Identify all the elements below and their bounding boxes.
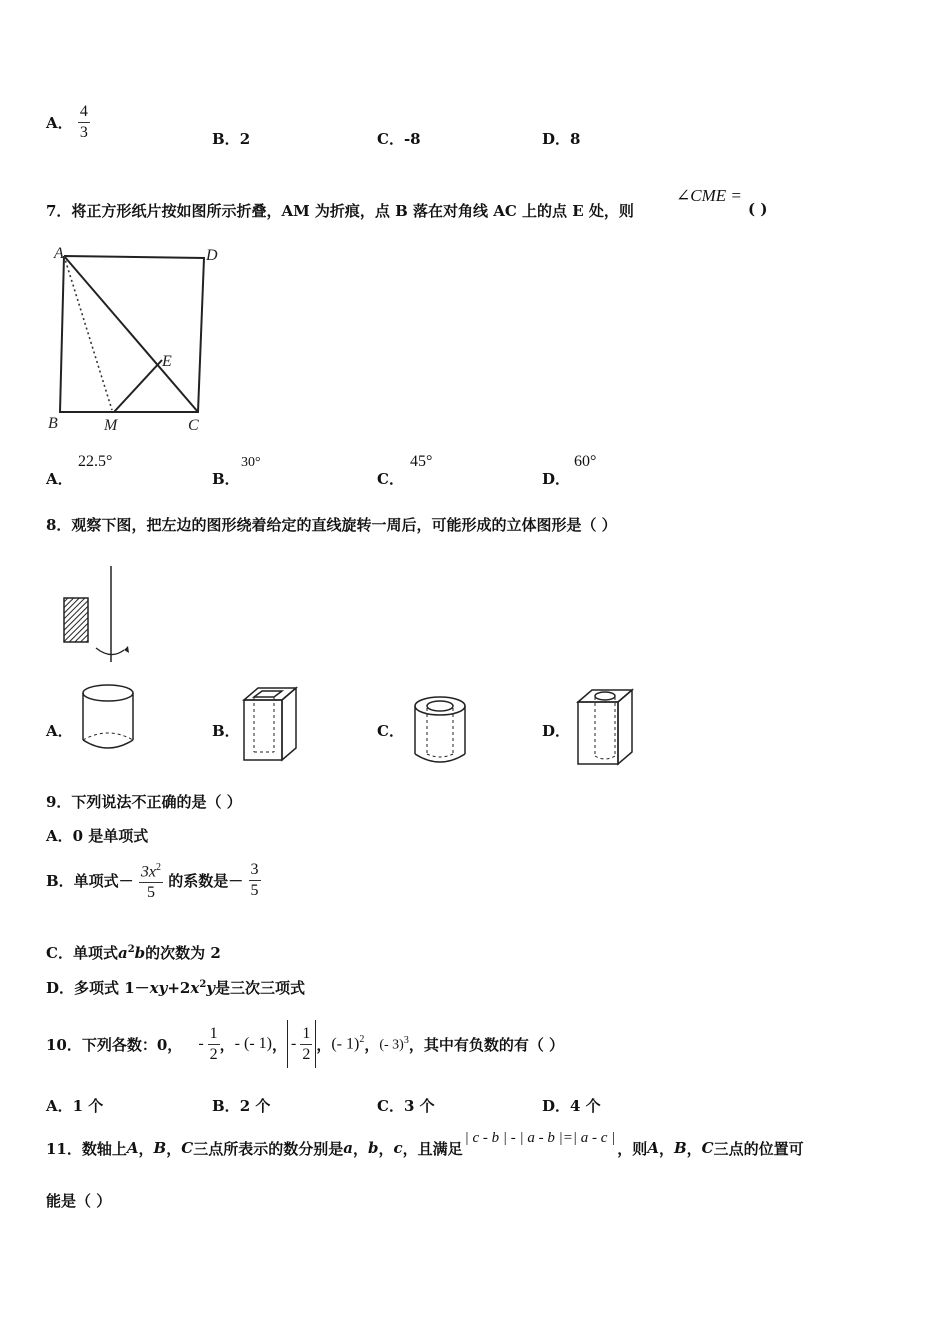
q9-option-d-prefix: D．多项式 1－ — [46, 979, 150, 997]
q6-option-d-value: 8 — [570, 130, 581, 148]
exponent: 2 — [127, 944, 135, 955]
q7-option-c-value: 45° — [410, 453, 433, 470]
point-b: B — [153, 1139, 167, 1157]
q10-option-c — [377, 1095, 435, 1116]
fraction-numerator: 3 — [249, 860, 261, 881]
q8-rotation-figure — [58, 562, 138, 668]
q11-suffix-2: 三点的位置可 — [713, 1139, 804, 1158]
minus-sign: - — [198, 1035, 204, 1052]
fraction-denominator: 2 — [209, 1045, 218, 1063]
comma: ， — [271, 1035, 287, 1054]
exponent: 2 — [359, 1034, 365, 1046]
label: C． — [377, 1097, 404, 1115]
q6-option-a — [46, 102, 90, 143]
q7-square-figure — [40, 244, 230, 434]
numerator-term: 3x — [140, 863, 157, 881]
q9-option-b — [46, 858, 261, 903]
label-a: A — [54, 245, 64, 262]
point-b: B — [673, 1139, 687, 1157]
var-a: a — [343, 1139, 353, 1157]
q10-neg-half — [208, 1024, 220, 1065]
q11-middle: 三点所表示的数分别是 — [193, 1139, 344, 1158]
fraction-numerator: 1 — [208, 1024, 220, 1045]
q9-option-a: A．0 是单项式 — [46, 827, 149, 845]
fraction-denominator: 3 — [79, 124, 88, 141]
comma: ， — [219, 1035, 235, 1054]
q11-line2: 能是（ ） — [46, 1192, 112, 1210]
q9-option-c — [46, 942, 221, 963]
label: D． — [542, 1097, 571, 1115]
q6-option-a-label: A． — [46, 114, 73, 132]
point-c: C — [701, 1139, 714, 1157]
box-with-square-hole — [240, 684, 300, 764]
base: (- 3) — [379, 1037, 404, 1053]
numerator-exponent: 2 — [156, 862, 162, 873]
q7-option-b-value: 30° — [241, 455, 261, 470]
comma: ， — [686, 1139, 702, 1158]
q8-option-c-label: C． — [377, 722, 404, 740]
point-a: A — [126, 1139, 139, 1157]
fraction-numerator: 4 — [78, 102, 90, 123]
fraction-denominator: 5 — [146, 884, 155, 902]
q6-option-b-label: B． — [212, 130, 240, 148]
q10-question — [46, 1012, 564, 1076]
label-d: D — [206, 247, 218, 264]
var-a: a — [117, 944, 128, 962]
q7-option-c-label: C． — [377, 470, 404, 488]
q10-abs-value — [287, 1020, 316, 1068]
q10-neg-one-squared — [331, 1034, 364, 1053]
var-y: y — [206, 979, 215, 997]
value: 3 个 — [403, 1097, 435, 1115]
box-with-round-hole — [574, 686, 638, 768]
q7-option-d-value: 60° — [574, 453, 597, 470]
base: (- 1) — [331, 1035, 360, 1053]
q9-option-b-middle: 的系数是－ — [168, 872, 244, 891]
point-a: A — [647, 1139, 659, 1157]
q7-question — [46, 200, 634, 221]
q10-neg-neg-one: - (- 1) — [234, 1035, 272, 1052]
q11-suffix: ，则 — [617, 1139, 648, 1158]
exponent: 2 — [199, 979, 207, 990]
fraction-numerator: 1 — [300, 1024, 312, 1045]
q10-option-a — [46, 1095, 103, 1116]
q10-prefix: 10．下列各数：0， — [46, 1035, 183, 1054]
q6-option-a-fraction — [78, 102, 90, 143]
q6-option-c-label: C． — [377, 130, 404, 148]
q7-option-a-value: 22.5° — [78, 453, 113, 470]
comma: ， — [378, 1139, 394, 1158]
var-x: x — [190, 979, 200, 997]
q11-condition-expression: | c - b | - | a - b |=| a - c | — [464, 1129, 616, 1146]
label: A． — [46, 1097, 73, 1115]
q7-text: 7．将正方形纸片按如图所示折叠，AM 为折痕，点 B 落在对角线 AC 上的点 E 处，则 — [46, 202, 634, 220]
q9-option-d-suffix: 是三次三项式 — [215, 979, 306, 997]
minus-sign: - — [290, 1035, 297, 1052]
value: 2 个 — [239, 1097, 271, 1115]
q7-option-d-label: D． — [542, 470, 571, 488]
q8-question: 8．观察下图，把左边的图形绕着给定的直线旋转一周后，可能形成的立体图形是（ ） — [46, 516, 617, 534]
q9-question: 9．下列说法不正确的是（ ） — [46, 793, 242, 811]
q6-option-c-value: -8 — [403, 130, 421, 148]
comma: ， — [138, 1139, 154, 1158]
label: B． — [212, 1097, 240, 1115]
q9-option-c-suffix: 的次数为 2 — [145, 944, 221, 962]
var-c: c — [393, 1139, 403, 1157]
q6-option-b-value: 2 — [239, 130, 251, 148]
q10-option-b — [212, 1095, 270, 1116]
comma: ， — [364, 1035, 380, 1054]
point-c: C — [181, 1139, 194, 1157]
comma: ， — [316, 1035, 332, 1054]
q9-option-b-coefficient — [249, 860, 261, 901]
q7-option-a-label: A． — [46, 470, 73, 488]
q8-option-d-label: D． — [542, 722, 571, 740]
fraction-denominator: 2 — [302, 1045, 311, 1063]
q11-question — [46, 1128, 804, 1168]
q7-angle-expression: ∠CME = — [676, 186, 742, 205]
plus-two: +2 — [167, 979, 191, 997]
comma: ， — [166, 1139, 182, 1158]
q6-option-d-label: D． — [542, 130, 571, 148]
var-b: b — [367, 1139, 379, 1157]
value: 1 个 — [72, 1097, 104, 1115]
q11-condition-prefix: ，且满足 — [402, 1139, 463, 1158]
q8-option-b-label: B． — [212, 722, 240, 740]
q10-neg-three-cubed — [379, 1035, 409, 1054]
q9-option-d — [46, 977, 305, 998]
q6-option-b — [212, 128, 250, 149]
label-m: M — [104, 417, 118, 434]
q9-option-b-prefix: B．单项式－ — [46, 872, 134, 891]
comma: ， — [352, 1139, 368, 1158]
q11-prefix: 11．数轴上 — [46, 1139, 127, 1158]
label-c: C — [188, 417, 199, 434]
q7-option-b-label: B． — [212, 470, 240, 488]
var-b: b — [134, 944, 146, 962]
q9-option-b-monomial — [139, 858, 163, 903]
label-e: E — [162, 353, 172, 370]
q9-option-c-prefix: C．单项式 — [46, 944, 118, 962]
label-b: B — [48, 415, 58, 432]
q8-option-a-label: A． — [46, 722, 73, 740]
fraction-denominator: 5 — [250, 882, 259, 900]
q10-option-d — [542, 1095, 601, 1116]
value: 4 个 — [570, 1097, 601, 1115]
q10-suffix: ，其中有负数的有（ ） — [408, 1035, 565, 1054]
q6-option-d — [542, 128, 580, 149]
cylinder-solid — [78, 682, 138, 754]
term-xy: xy — [149, 979, 168, 997]
q10-abs-half — [300, 1024, 312, 1065]
q6-option-c — [377, 128, 421, 149]
exponent: 3 — [403, 1034, 409, 1046]
fraction-numerator — [139, 858, 163, 883]
hollow-cylinder — [412, 694, 472, 768]
q7-paren: ( ) — [748, 200, 768, 218]
comma: ， — [658, 1139, 674, 1158]
